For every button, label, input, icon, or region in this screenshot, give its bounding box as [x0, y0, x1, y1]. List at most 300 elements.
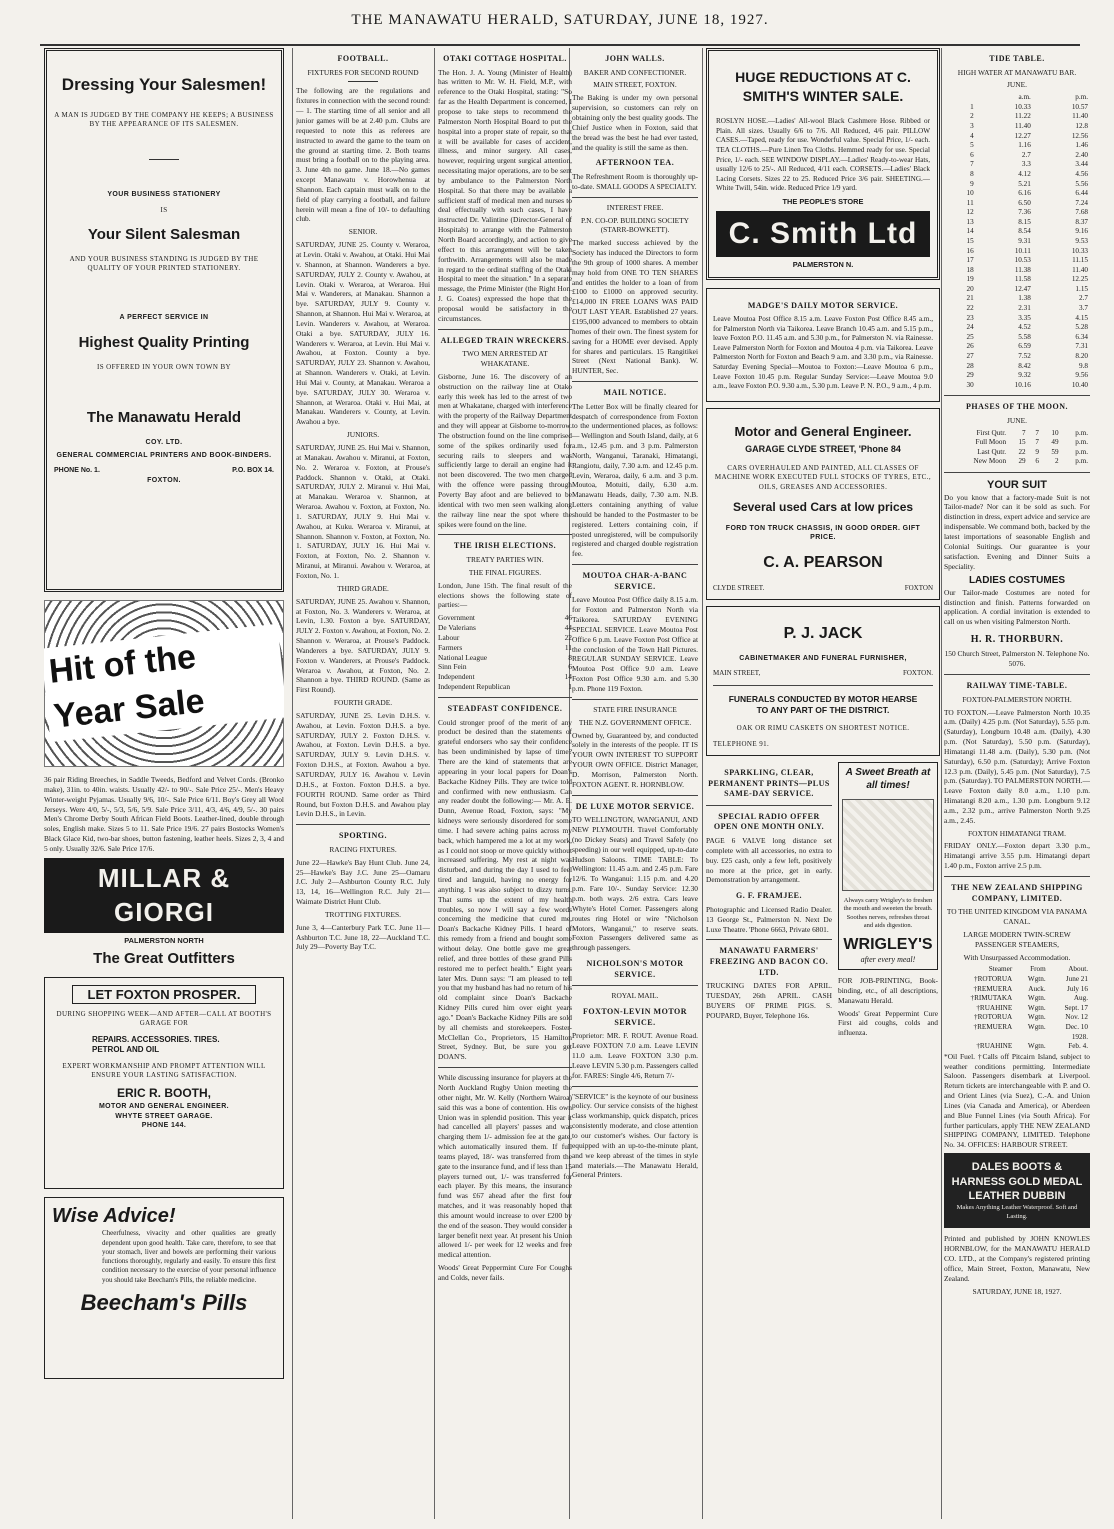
election-row [438, 672, 572, 682]
table-cell [1014, 1033, 1047, 1043]
table-cell: 3.3 [1021, 160, 1031, 169]
table-cell: 7 [1035, 428, 1039, 437]
table-cell: p.m. [1075, 447, 1088, 456]
subheading: LARGE MODERN TWIN-SCREW PASSENGER STEAMERS, [963, 929, 1071, 949]
wrigleys-illustration [842, 799, 934, 891]
article-text: Do you know that a factory-made Suit is not Tailor-made? Nor can it be sold as such. For distinction in dress, expert advice and service are indispensable. We command both, backed by the latest importations of seasonable English and Colonial Suitings. Our guarantee is your satisfaction. Evening and Dinner Suits a Speciality. [944, 492, 1090, 571]
ad-heading: ERIC R. BOOTH, [116, 1086, 211, 1101]
table-cell: †REMUERA [973, 984, 1013, 993]
ad-heading: Highest Quality Printing [78, 333, 250, 351]
table-cell: 30 [966, 380, 974, 389]
ad-heading: The Manawatu Herald [86, 408, 242, 426]
article-text: FRIDAY ONLY.—Foxton depart 3.30 p.m., Himatangi arrive 3.55 p.m. Himatangi depart 1.40 p.m., Foxton arrive 2.5 p.m. [944, 841, 1090, 871]
article-text: June 22—Hawke's Bay Hunt Club. June 24, 25—Hawke's Bay J.C. June 25—Oamaru J.C. July 2—Ashburton County R.C. July 13, 14, 16—Wellington R.C. July 21—Waimate District Hunt Club. [296, 857, 430, 907]
table-cell: 6.16 [1018, 189, 1031, 198]
ad-text: FORD TON TRUCK CHASSIS, IN GOOD ORDER. GIFT PRICE. [725, 524, 921, 542]
ad-text: Photographic and Licensed Radio Dealer. 13 George St., Palmerston N. Next De Luxe Theatre. 'Phone 6663, Private 6801. [706, 904, 832, 934]
sailing-row [944, 1042, 1090, 1052]
section-heading: LADIES COSTUMES [968, 575, 1066, 587]
table-cell: 2.40 [1075, 150, 1088, 159]
framjee-ad [706, 762, 832, 1041]
table-cell: 26 [966, 342, 974, 351]
section-heading: TIDE TABLE. [989, 54, 1045, 63]
smith-sale-ad [706, 48, 940, 280]
tide-row [944, 352, 1090, 362]
table-cell: 12.27 [1014, 131, 1031, 140]
ad-text: CLYDE STREET. [713, 583, 765, 592]
party-seats: 8 [568, 652, 572, 662]
article-text: The Refreshment Room is thoroughly up-to-date. SMALL GOODS A SPECIALTY. [572, 172, 698, 191]
table-cell: Last Qutr. [977, 447, 1007, 456]
article-text: Could stronger proof of the merit of any product be desired than the statements of grateful endorsers who say their confidence has been undiminished by lapse of time? There are the kind of statements that are appearing in your local papers for Doan's Backache Kidney Pills. They are twice told and confirmed with new enthusiasm. Can any reader doubt the following:— Mr. A. E. Dunn, Avenue Road, Foxton, says: "My kidneys were seriously disordered for some time. I had severe aching pains across my back, which hampered me a lot at my work, as I could not stoop or move quickly without increased suffering. My rest at night was disturbed, and during the day I used to feel tired and languid, having no energy for anything. I was also subject to dizzy turns. That sums up the extent of my health troubles, so now I will say a few words concerning the medicine that cured me, Doan's Backache Kidney Pills. I heard of this remedy from a friend and bought some without delay. One bottle gave me great relief, and three bottles of these grand Pills restored me to perfect health." Eight years later Mrs. Dunn says: "I am pleased to tell you that my husband has had no return of his old complaint since Doan's Backache Kidney Pills cured him over eight years ago." Doan's Backache Kidney Pills are sold by all chemists and storekeepers. Foster-McClellan Co., Proprietors, 15 Hamilton Street, Sydney. But, be sure you get DOAN'S. [438, 717, 572, 1062]
subheading: STATE FIRE INSURANCE [593, 704, 677, 714]
table-cell: 3.7 [1079, 304, 1088, 313]
sailing-row [944, 1023, 1090, 1033]
table-cell: 9 [1035, 447, 1039, 456]
ad-text: Always carry Wrigley's to freshen the mouth and sweeten the breath. Soothes nerves, refreshes throat and aids digestion. [843, 896, 933, 930]
party-seats: 46 [564, 613, 572, 623]
party-seats: 44 [564, 623, 572, 633]
ad-text: IS [160, 205, 168, 214]
table-cell: 5.56 [1075, 179, 1088, 188]
table-cell: 28 [966, 361, 974, 370]
ad-text: MAIN STREET, [713, 669, 761, 678]
table-cell: Wgtn. [1027, 975, 1046, 984]
imprint: Printed and published by JOHN KNOWLES HORNBLOW, for the MANAWATU HERALD CO. LTD., at the Company's registered printing office, Main Street, Foxton, Manawatu, New Zealand. [944, 1234, 1090, 1283]
ad-text: Leave Moutoa Post Office 8.15 a.m. Leave Foxton Post Office 8.45 a.m., for Palmerston North via Taikorea. Leave Branch 10.45 a.m. and 5.15 p.m., leave Foxton P.O. 11.45 a.m. and 5.30 p.m., for Palmerston N. via Rainesse. Leave Palmerston North for Foxton and Moutoa 4 p.m. via Taikorea. Leave Palmerston North for Foxton and Beach 9 a.m. and 3.30 p.m., via Rainesse. Saturday Evening Special—Moutoa to Foxton:—Leave Moutoa 6 p.m., Leave Foxton 10.45 p.m. Regular Sunday Service:—Leave Moutoa 9.0 a.m., leave Foxton P.O. 9.30 a.m., 5.30 p.m. Leave P. N. P.O., 9 a.m., 4 p.m. [713, 315, 933, 391]
table-cell: 14 [966, 227, 974, 236]
subheading: JUNE. [1007, 80, 1027, 90]
tide-row [944, 333, 1090, 343]
section-heading: MAIL NOTICE. [603, 388, 667, 398]
subheading: 150 Church Street, Palmerston N. Telephone No. 5076. [944, 649, 1090, 669]
tide-row [944, 103, 1090, 113]
table-cell: p.m. [1075, 457, 1088, 466]
ad-text: Makes Anything Leather Waterproof. Soft and Lasting. [956, 1204, 1078, 1220]
article-text: The following are the regulations and fixtures in connection with the second round:— 1. The starting time of all senior and all junior games will be at 2.40 p.m. Clubs are requested to note this as referees are instructed to award the game to the team on the ground at starting time. 2. Both teams must bring a football on to the playing area. 3. June 4th no game. June 18.—No games except Manawatu v. Horowhenua at Shannon. Each captain must walk on to the field of play carrying a football, and failure herein will mean a fine of 10/- to defaulting club. [296, 86, 430, 224]
table-cell: Full Moon [975, 438, 1007, 447]
ad-text: MOTOR AND GENERAL ENGINEER. [98, 1103, 230, 1111]
masthead-rule [40, 44, 1080, 46]
article-text: Gisborne, June 16. The discovery of an obstruction on the railway line at Otako early this week has led to the arrest of two men at Whakatane, charged with interference with the property of the Railway Department and they will appear at Gisborne to-morrow. The obstruction found on the line comprised some of the spikes ordinarily used for securing rails to sleepers and was sufficiently large to derail an engine had it not been discovered. The two men charged with the offence were passing through Poverty Bay afoot and are believed to be identical with two men seen walking along the railway line near the spot where the spikes were found on the line. [438, 371, 572, 529]
subheading: THE N.Z. GOVERNMENT OFFICE. [578, 717, 692, 727]
party-name: Sinn Fein [438, 662, 467, 672]
section-heading: FOOTBALL. [337, 54, 389, 63]
ad-text: PHONE 144. [141, 1121, 187, 1129]
ad-text: PALMERSTON NORTH [124, 935, 204, 945]
moon-row [944, 448, 1090, 458]
party-name: Farmers [438, 642, 463, 652]
ad-text: PHONE No. 1. [54, 467, 100, 475]
ad-text: DURING SHOPPING WEEK—AND AFTER—CALL AT BOOTH'S GARAGE FOR [56, 1009, 272, 1028]
table-cell: July 16 [1067, 984, 1088, 993]
ad-text: GENERAL COMMERCIAL PRINTERS AND BOOK-BINDERS. [56, 452, 272, 460]
section-heading: PHASES OF THE MOON. [966, 402, 1068, 412]
tide-row [944, 371, 1090, 381]
tide-row [944, 294, 1090, 304]
party-name: Labour [438, 632, 460, 642]
party-name: Independent [438, 672, 475, 682]
article-text: SATURDAY, JUNE 25. Hui Mai v. Shannon, at Manakau. Awahou v. Miranui, at Foxton, No. 2. Weraroa v. Foxton, at Prouse's Paddock. Shannon v. Otaki, at Otaki. SATURDAY, JULY 2. Miranui v. Hui Mai, at Manakau. Weraroa v. Shannon, at Weraroa. Awahou v. Foxton, at Foxton, No. 1. SATURDAY, JULY 9. Hui Mai v. Awahou, at Kuku. Weraroa v. Miranui, at Shannon. Shannon v. Foxton, at Foxton, No. 1. SATURDAY, JULY 16. Hui Mai v. Foxton, at Foxton, No. 2. Shannon v. Miranui, at Miranui. Awahou v. Weraroa, at Foxton, No. 1. [296, 443, 430, 580]
table-cell: Dec. 10 [1065, 1022, 1088, 1031]
article-text: Proprietor: MR. F. ROUT. Avenue Road. Leave FOXTON 7.0 a.m. Leave LEVIN 11.0 a.m. Leave FOXTON 3.30 p.m. Leave LEVIN 5.30 p.m. Passengers called for. FARES: Single 4/6, Return 7/- [572, 1031, 698, 1080]
ad-heading: SPARKLING, CLEAR, PERMANENT PRINTS—PLUS SAME-DAY SERVICE. [708, 767, 830, 799]
table-cell: 7.52 [1018, 351, 1031, 360]
table-cell: 3.44 [1075, 160, 1088, 169]
column-divider [292, 48, 293, 1519]
sailings-table [944, 965, 1090, 1051]
table-header-row [944, 93, 1090, 103]
table-cell: 12 [966, 208, 974, 217]
subheading: FOXTON HIMATANGI TRAM. [968, 828, 1066, 838]
article-text: The Hon. J. A. Young (Minister of Health) has written to Mr. W. H. Field, M.P., with reference to the Otaki Hospital, stating: "So far as the Health Department is concerned, I propose to take steps to recommend the Palmerston North Hospital Board to put the hospital into a proper state of repair, so that it will be available for cases of accident, illness, and minor surgery. All cases, however, requiring urgent surgical attention, necessitating major operations, are to be sent by ambulance to the Palmerston North Hospital. So that there may be available a sufficient staff of medical men and nurses to deal effectually with such cases, I have instructed Dr. Valintine (Director-General of Hospitals) to arrange with the Palmerston North Board accordingly, and action to give effect to this arrangement will be taken forthwith. Arrangements will also be made in regard to the ordinal staffing of the Otaki Hospital to meet the situation." In a separate message, the Prime Minister (the Right Hon. J. G. Coates) expressed the hope that the proposal would be satisfactory in the circumstances. [438, 67, 572, 323]
table-cell: 6.34 [1075, 332, 1088, 341]
table-cell: 4.52 [1018, 323, 1031, 332]
table-cell: †ROTORUA [974, 975, 1013, 984]
table-cell: 1 [970, 102, 974, 111]
ad-heading: FUNERALS CONDUCTED BY MOTOR HEARSE TO ANY PART OF THE DISTRICT. [728, 693, 918, 716]
wrigleys-logo: WRIGLEY'S [843, 936, 933, 954]
table-cell: 11.38 [1014, 265, 1031, 274]
table-cell: 18 [966, 265, 974, 274]
election-results-table [438, 613, 572, 692]
subheading: FIXTURES FOR SECOND ROUND [307, 67, 419, 77]
subheading: TO THE UNITED KINGDOM VIA PANAMA CANAL. [946, 907, 1088, 927]
table-cell: 2.7 [1021, 150, 1031, 159]
table-cell: p.m. [1075, 438, 1088, 447]
ad-heading: A Sweet Breath at all times! [845, 766, 931, 792]
subheading: RACING FIXTURES. [329, 844, 397, 854]
table-cell: 2.7 [1079, 294, 1088, 303]
sailing-row [944, 975, 1090, 985]
section-heading: FOXTON-LEVIN MOTOR SERVICE. [582, 1007, 688, 1027]
ad-text: TRUCKING DATES FOR APRIL. TUESDAY, 26th APRIL. CASH BUYERS OF PRIME PIGS. S. POUPARD, Buyer, Telephone 16s. [706, 981, 832, 1020]
article-text: SATURDAY, JUNE 25. Awahou v. Shannon, at Foxton, No. 3. Wanderers v. Weraroa, at Levin, 1.30. Foxton a bye. SATURDAY, JULY 2. Foxton v. Awahou, at Foxton, No. 2. Shannon v. Weraroa, at Prouse's Paddock. Wanderers a bye. SATURDAY, JULY 9. Foxton v. Wanderers, at Prouse's Paddock. Weraroa v. Awahou, at Foxton, No. 2. Shannon a bye. THIRD ROUND. (Same as First Round). [296, 596, 430, 695]
table-cell: 27 [966, 351, 974, 360]
ad-text: CARS OVERHAULED AND PAINTED, ALL CLASSES OF MACHINE WORK EXECUTED FULL STOCKS OF TYRES, ETC., OILS, GREASES AND ACCESSORIES. [714, 463, 932, 491]
table-cell: 12.56 [1071, 131, 1088, 140]
table-header-row [944, 965, 1090, 975]
booth-garage-ad [44, 977, 284, 1189]
tide-row [944, 122, 1090, 132]
ad-text: WHYTE STREET GARAGE. [115, 1112, 213, 1120]
table-cell: 9.31 [1018, 236, 1031, 245]
election-row [438, 653, 572, 663]
table-cell: 19 [966, 275, 974, 284]
party-seats: 14 [564, 672, 572, 682]
tide-row [944, 304, 1090, 314]
table-cell: 1.46 [1075, 141, 1088, 150]
table-cell: 6 [970, 150, 974, 159]
table-header-cell: a.m. [1018, 93, 1031, 102]
table-cell: 2 [1054, 457, 1059, 466]
table-cell: 7 [1035, 438, 1039, 447]
section-heading: OTAKI COTTAGE HOSPITAL. [443, 54, 567, 63]
table-cell: 1928. [1071, 1032, 1088, 1041]
ad-text: ROSLYN HOSE.—Ladies' All-wool Black Cashmere Hose. Ribbed or Plain. All sizes. Usually 6/6 to 7/6. All Reduced, 4/6 pair. PILLOW CASES.—Taped, ready for use. Wonderful value. Special Price, 1/- each. TEA CLOTHS.—Pure Linen Tea Cloths. Hemmed ready for use. Special Price, 1/- each. SEE WINDOW DISPLAY.—Ladies' Ready-to-wear Hats, usually 12/6 to 25/-. All Reduced, 4/11 each. CORSETS.—Ladies' Black Lacing Corsets. Sizes 22 to 25. Reduced Price 3/6 pair. SHEETING.—White Twill, 54in. wide. Reduced Price 1/9 yard. [716, 117, 930, 193]
party-name: Independent Republican [438, 682, 511, 692]
ad-heading: Wise Advice! [52, 1204, 176, 1227]
table-cell: 9.8 [1079, 361, 1088, 370]
column-2 [296, 48, 430, 1519]
column-6 [944, 48, 1090, 1519]
ad-text: FOXTON. [902, 669, 933, 678]
party-name: National League [438, 652, 488, 662]
table-cell: 12.47 [1014, 284, 1031, 293]
subheading: TROTTING FIXTURES. [325, 909, 401, 919]
tide-row [944, 256, 1090, 266]
sailing-row [944, 1004, 1090, 1014]
table-cell: 10.11 [1014, 246, 1031, 255]
ad-text: EXPERT WORKMANSHIP AND PROMPT ATTENTION WILL ENSURE YOUR LASTING SATISFACTION. [62, 1061, 266, 1080]
table-cell: 9.32 [1018, 371, 1031, 380]
table-cell: 15 [1018, 438, 1026, 447]
tide-row [944, 285, 1090, 295]
millar-giorgi-logo: MILLAR & GIORGI [44, 858, 284, 933]
ad-text: COY. LTD. [145, 438, 183, 446]
tide-row [944, 208, 1090, 218]
table-cell: 10.53 [1014, 256, 1031, 265]
beechams-logo: Beecham's Pills [80, 1290, 248, 1316]
section-heading: THE IRISH ELECTIONS. [453, 541, 557, 551]
column-divider [702, 48, 703, 1519]
column-3 [438, 48, 572, 1519]
article-text: Our Tailor-made Costumes are noted for distinction and finish. Patterns forwarded on application. A cordial invitation is extended to call on us when visiting Palmerston North. [944, 587, 1090, 627]
table-cell: Wgtn. [1027, 1042, 1046, 1051]
subheading: TREATY PARTIES WIN. [466, 555, 544, 564]
table-cell: 11.15 [1072, 256, 1088, 265]
ad-heading: Motor and General Engineer. [734, 423, 912, 439]
table-cell: 25 [966, 332, 974, 341]
section-heading: ALLEGED TRAIN WRECKERS. [440, 335, 570, 345]
ad-text: OAK OR RIMU CASKETS ON SHORTEST NOTICE. [736, 724, 910, 733]
table-cell: 5 [970, 141, 974, 150]
table-cell: 29 [966, 371, 974, 380]
table-cell: 4.12 [1018, 169, 1031, 178]
table-cell: 9.53 [1075, 236, 1088, 245]
tide-row [944, 141, 1090, 151]
table-cell: 4.15 [1075, 313, 1088, 322]
section-heading: H. R. THORBURN. [970, 634, 1064, 646]
table-cell: 12.8 [1075, 122, 1088, 131]
ad-text: 36 pair Riding Breeches, in Saddle Tweeds, Bedford and Velvet Cords. (Bronko make), 31in. to 40in. waists. Usually 42/- to 90/-. Sale Price 25/-. Men's Heavy Winter-weight Pyjamas. Usually 9/6, 10/-. Sale Price 6/11. Boy's Grey all Wool Jerseys. Were 4/0, 5/-, 5/3, 5/6, 5/9. Sale Price 3/11, 4/3, 4/6, 4/9, 5/-. 30 pairs Men's Chrome Derby South African Field Boots. Leather-lined, double through soles, English make. Sizes 5 to 11. Sale Price 19/6. 27 pairs Bostocks Women's Black Glace Kid, two-bar shoes, button fastening, leather heels. Sizes 2, 3, 4 and 5 only. Usually 32/6. Sale Price 17/6. [44, 775, 284, 853]
column-4 [572, 48, 698, 1519]
table-cell: Nov. 12 [1065, 1013, 1088, 1022]
section-heading: AFTERNOON TEA. [595, 158, 675, 168]
tide-row [944, 112, 1090, 122]
article-text: SATURDAY, JUNE 25. County v. Weraroa, at Levin. Otaki v. Awahou, at Otaki. Hui Mai v. Shannon, at Shannon. Wanderers a bye. SATURDAY, JULY 2. County v. Awahou, at Levin. Otaki v. Weraroa, at Weraroa. Hui Mai v. Wanderers, at Manakau. Shannon a bye. SATURDAY, JULY 9. County v. Shannon, at Shannon. Hui Mai v. Weraroa, at Levin. Wanderers v. Awahou, at Weraroa. Otaki a bye. SATURDAY, JULY 16. Wanderers v. Weraroa, at Levin. Hui Mai v. Awahou, at Foxton. County a bye. SATURDAY, JULY 23. Shannon v. Awahou, at Shannon. Wanderers v. Otaki, at Levin. Hui Mai v. County, at Manakau. Weraroa a bye. SATURDAY, JULY 30. Weraroa v. Shannon, at Weraroa. Otaki v. Hui Mai, at Manakau. Wanderers v. County, at Levin. Awahou a bye. [296, 240, 430, 427]
section-heading: THE NEW ZEALAND SHIPPING COMPANY, LIMITED. [951, 883, 1083, 903]
table-cell: 1.38 [1018, 294, 1031, 303]
table-cell: Wgtn. [1027, 1022, 1046, 1031]
moon-row [944, 429, 1090, 439]
table-cell: 17 [966, 256, 974, 265]
table-cell: Sept. 17 [1064, 1003, 1088, 1012]
beechams-ad [44, 1197, 284, 1379]
sailing-row [944, 1013, 1090, 1023]
tide-row [944, 189, 1090, 199]
ad-tagline: The Great Outfitters [93, 949, 235, 967]
table-cell: Wgtn. [1027, 994, 1046, 1003]
table-cell: 7 [1022, 428, 1026, 437]
subheading: ROYAL MAIL. [611, 991, 659, 1001]
article-text: *Oil Fuel. †Calls off Pitcairn Island, subject to weather conditions permitting. Intermediate Saloon. Passengers disembark at Liverpool. Return tickets are interchangeable with P. and O. and Orient Lines (via Suez), C.-A. and Union Lines (via Canada and America), or Aberdeen and Blue Funnel Lines (via South Africa). For further particulars, apply THE NEW ZEALAND SHIPPING COMPANY, LIMITED. Telephone No. 34. OFFICES: HARBOUR STREET. [944, 1051, 1090, 1150]
table-header-cell: About. [1068, 965, 1088, 974]
herald-printing-ad [44, 48, 284, 592]
ad-text: FOR JOB-PRINTING, Book-binding, etc., of all descriptions, Manawatu Herald. [838, 976, 938, 1005]
ad-text: YOUR BUSINESS STATIONERY [107, 191, 221, 199]
sale-illustration: Hit of the Year Sale [44, 600, 284, 767]
table-cell: 9.16 [1075, 227, 1088, 236]
table-cell: 7.31 [1075, 342, 1088, 351]
dubbin-ad [944, 1153, 1090, 1228]
millar-giorgi-ad [44, 600, 284, 969]
table-cell: 3 [970, 122, 974, 131]
subheading: P.N. CO-OP. BUILDING SOCIETY (STARR-BOWKETT). [581, 215, 689, 235]
ad-text: FOXTON [904, 583, 933, 592]
subheading: JUNIORS. [346, 430, 380, 440]
table-cell: Wgtn. [1027, 1003, 1046, 1012]
party-seats: 6 [568, 662, 572, 672]
table-cell: Feb. 4. [1068, 1042, 1088, 1051]
table-header-cell: Steamer [988, 965, 1013, 974]
tide-row [944, 170, 1090, 180]
table-cell: 23 [966, 313, 974, 322]
table-cell: New Moon [973, 457, 1007, 466]
article-text: Owned by, Guaranteed by, and conducted solely in the interests of the people. IT IS YOUR OWN INTEREST TO SUPPORT YOUR OWN OFFICE. District Manager, D. Morrison, Palmerston North. FOXTON AGENT. R. HORNBLOW. [572, 730, 698, 789]
table-cell: 22 [966, 304, 974, 313]
table-cell: 21 [966, 294, 974, 303]
table-cell: 59 [1051, 447, 1059, 456]
sailing-row [944, 1033, 1090, 1043]
tide-row [944, 247, 1090, 257]
article-text: June 3, 4—Canterbury Park T.C. June 11—Ashburton T.C. June 18, 22—Auckland T.C. July 29—Poverty Bay T.C. [296, 922, 430, 952]
table-cell: 11.40 [1014, 122, 1031, 131]
table-cell: 24 [966, 323, 974, 332]
table-cell: †REMUERA [973, 1022, 1013, 1031]
madge-motor-ad [706, 288, 940, 401]
wrigleys-ad [838, 762, 938, 1041]
table-cell: 22 [1018, 447, 1026, 456]
ad-text: Cheerfulness, vivacity and other qualities are greatly dependent upon good health. Take care, therefore, to see that your stomach, liver and bowels are performing their various functions thoroughly, regularly and easily. To ensure this first condition necessary to the exercise of your personal influence you should take Beecham's Pills, the reliable medicine. [102, 1229, 276, 1284]
table-cell: 10.16 [1014, 380, 1031, 389]
table-cell: 10.40 [1071, 380, 1088, 389]
ad-heading: P. J. JACK [783, 624, 863, 642]
table-cell: 11.58 [1014, 275, 1031, 284]
pearson-garage-ad [706, 408, 940, 600]
section-heading: MOUTOA CHAR-A-BANC SERVICE. [582, 571, 688, 591]
ad-heading: G. F. FRAMJEE. [735, 891, 803, 901]
ad-heading: HUGE REDUCTIONS AT C. SMITH'S WINTER SALE. [735, 69, 911, 104]
tide-row [944, 132, 1090, 142]
table-cell: 8 [970, 169, 974, 178]
table-cell: 1.16 [1018, 141, 1031, 150]
table-cell: 11.40 [1072, 112, 1088, 121]
ad-heading: MANAWATU FARMERS' FREEZING AND BACON CO. LTD. [709, 946, 829, 977]
election-row [438, 682, 572, 692]
table-cell: 10.33 [1071, 246, 1088, 255]
subheading: With Unsurpassed Accommodation. [963, 952, 1071, 962]
ad-text: TELEPHONE 91. [713, 739, 770, 748]
table-cell: 29 [1018, 457, 1026, 466]
table-cell: 5.21 [1018, 179, 1031, 188]
party-name: Government [438, 613, 475, 623]
subheading: SENIOR. [348, 227, 378, 237]
article-text: The marked success achieved by the Society has induced the Directors to form the 9th group of 1000 shares. A member may hold from ONE TO TEN SHARES and entitles the holder to a loan of from £100 to £1000 on approved security. £14,000 IN FREE LOANS WAS PAID OUT LAST YEAR. Established 27 years. £195,000 advanced to members to obtain homes of their own. The finest system for saving for a HOME ever devised. Apply for shares and particulars. 15 Rangitikei Street (Next National Bank). W. HUNTER, Sec. [572, 238, 698, 376]
tide-row [944, 323, 1090, 333]
subheading: FOURTH GRADE. [333, 698, 393, 708]
table-cell: 13 [966, 217, 974, 226]
table-cell: 6.44 [1075, 189, 1088, 198]
column-divider [434, 48, 435, 1519]
tide-row [944, 227, 1090, 237]
table-cell: 7.68 [1075, 208, 1088, 217]
table-cell: p.m. [1075, 428, 1088, 437]
table-header-cell: p.m. [1075, 93, 1088, 102]
article-text: The Letter Box will be finally cleared for despatch of correspondence from Foxton to the undermentioned places, as follows:— Wellington and South Island, daily, at 6 a.m., 12.45 p.m. and 3 p.m. Palmerston North, Wanganui, Taranaki, Himatangi, Rangiotu, daily, 7.30 a.m. and 12.45 p.m. Levin, Weraroa, daily, 6 a.m. and 3 p.m. Moutoa, Motuiti, daily, 6.30 a.m. Manawatu Heads, daily, 7.30 a.m. N.B. Letters containing anything of value should be handed to the Postmaster to be registered. Letters containing coin, if posted unregistered, will be compulsorily registered and charged double registration fee. [572, 401, 698, 559]
table-cell: 11.22 [1014, 112, 1031, 121]
table-cell: 6.50 [1018, 198, 1031, 207]
table-cell: 9.56 [1075, 371, 1088, 380]
table-cell: 15 [966, 236, 974, 245]
article-text: Leave Moutoa Post Office daily 8.15 a.m. for Foxton and Palmerston North via Taikorea. SATURDAY EVENING SPECIAL SERVICE. Leave Moutoa Post Office 6 p.m. Leave Foxton Post Office at the conclusion of the Town Hall Pictures. REGULAR SUNDAY SERVICE. Leave Moutoa Post Office 9.0 a.m. Leave Foxton Post Office 9.30 a.m. and 5.30 p.m. Phone 119 Foxton. [572, 595, 698, 693]
election-row [438, 633, 572, 643]
election-row [438, 662, 572, 672]
table-cell: 11.40 [1072, 265, 1088, 274]
moon-row [944, 457, 1090, 467]
ad-text: REPAIRS. ACCESSORIES. TIRES. PETROL AND OIL [92, 1034, 220, 1055]
section-heading: DE LUXE MOTOR SERVICE. [575, 801, 695, 811]
tide-row [944, 266, 1090, 276]
table-cell: 10 [966, 189, 974, 198]
tide-row [944, 180, 1090, 190]
tide-row [944, 314, 1090, 324]
table-cell: Wgtn. [1027, 1013, 1046, 1022]
ad-text: CABINETMAKER AND FUNERAL FURNISHER, [739, 655, 907, 663]
smith-logo: C. Smith Ltd [716, 211, 930, 257]
table-header-cell: From [1030, 965, 1046, 974]
subheading: MAIN STREET, FOXTON. [593, 80, 677, 90]
subheading: JUNE. [1007, 415, 1027, 425]
article-text: Woods' Great Peppermint Cure For Coughs and Colds, never fails. [438, 1263, 572, 1282]
section-heading: STEADFAST CONFIDENCE. [447, 703, 563, 713]
ad-heading: LET FOXTON PROSPER. [72, 985, 256, 1004]
table-cell: 2.31 [1018, 304, 1031, 313]
table-cell: Auck. [1028, 984, 1046, 993]
article-text: The Baking is under my own personal supervision, so customers can rely on obtaining only the best quality goods. The Chief Justice when in Foxton, said that the bread was the best he had ever tasted, and the quality is still the same as then. [572, 93, 698, 152]
table-cell: 2 [970, 112, 974, 121]
ad-text: A MAN IS JUDGED BY THE COMPANY HE KEEPS; A BUSINESS BY THE APPEARANCE OF ITS SALESMEN. [54, 110, 274, 128]
moon-phases-table [944, 429, 1090, 467]
ad-heading: DALES BOOTS & HARNESS GOLD MEDAL LEATHER DUBBIN [951, 1161, 1083, 1203]
table-cell: 5.28 [1075, 323, 1088, 332]
election-row [438, 613, 572, 623]
imprint-date: SATURDAY, JUNE 18, 1927. [972, 1286, 1062, 1296]
column-5 [706, 48, 940, 1519]
ad-heading: Your Silent Salesman [87, 225, 241, 243]
sailing-row [944, 985, 1090, 995]
article-text: London, June 15th. The final result of the elections shows the following state of parties:— [438, 580, 572, 610]
table-cell: 10.57 [1071, 102, 1088, 111]
table-cell: 7 [970, 160, 974, 169]
article-text: TO WELLINGTON, WANGANUI, AND NEW PLYMOUTH. Travel Comfortably (no Dickey Seats) and Travel Safely (no speeding) in our well equipped, up-to-date Hudson Saloons. TIME TABLE: To Wellington: 11.45 a.m. and 2.45 p.m. Fare 12/6. To Wanganui: 1.15 p.m. and 4.20 p.m. Fare 10/-. Sunday Service: 12.30 p.m. both ways. 2/6 extra. Cars leave Whyte's Hotel Corner. Passengers along routes ring Hotel or wire "Nicholson Motors, Wanganui," to reserve seats. Foxton Passengers delivered same as through passengers. [572, 815, 698, 953]
tide-row [944, 362, 1090, 372]
table-cell: 10.33 [1014, 102, 1031, 111]
jack-furnisher-ad [706, 606, 940, 756]
section-heading: NICHOLSON'S MOTOR SERVICE. [586, 959, 684, 979]
table-cell: †RUAHINE [976, 1042, 1013, 1051]
ad-heading: C. A. PEARSON [763, 554, 883, 572]
